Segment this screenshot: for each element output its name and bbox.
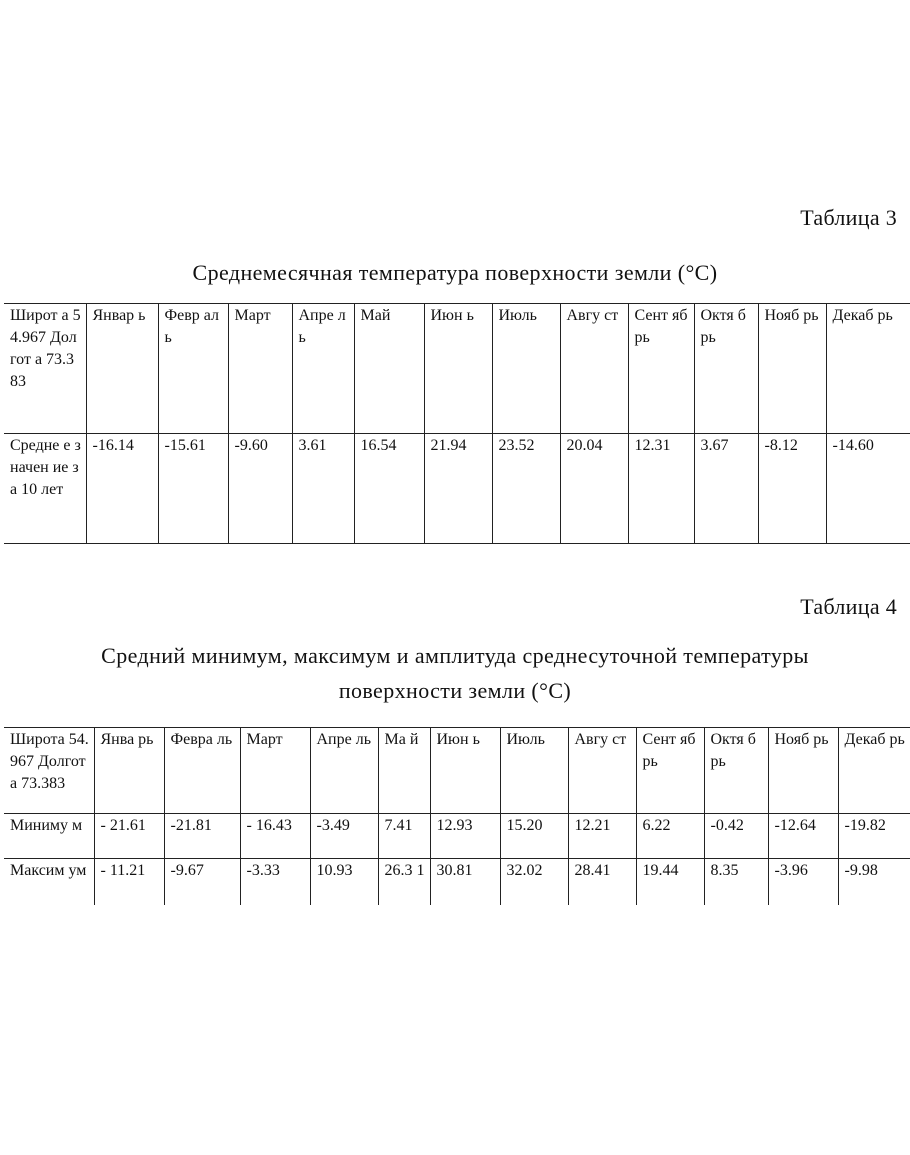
header-cell-nov: Нояб рь: [768, 728, 838, 814]
row-label: Средне е значен ие за 10 лет: [4, 434, 86, 544]
table-cell: - 16.43: [240, 814, 310, 859]
table-cell: -3.96: [768, 859, 838, 905]
table-cell: - 21.61: [94, 814, 164, 859]
table-cell: -0.42: [704, 814, 768, 859]
header-cell-jan: Январ ь: [86, 304, 158, 434]
header-cell-dec: Декаб рь: [826, 304, 910, 434]
table3: [4, 303, 910, 544]
table-cell: 3.61: [292, 434, 354, 544]
table-cell: -15.61: [158, 434, 228, 544]
header-cell-dec: Декаб рь: [838, 728, 910, 814]
table-cell: 23.52: [492, 434, 560, 544]
header-cell-coords: Широт а 54.967 Долгот а 73.383: [4, 304, 86, 434]
header-cell-jul: Июль: [500, 728, 568, 814]
table4: [4, 727, 910, 905]
table-cell: 8.35: [704, 859, 768, 905]
table-cell: -9.98: [838, 859, 910, 905]
table-cell: -12.64: [768, 814, 838, 859]
header-cell-coords: Широта 54.967 Долгота 73.383: [4, 728, 94, 814]
table-cell: 15.20: [500, 814, 568, 859]
table-cell: 7.41: [378, 814, 430, 859]
header-cell-jun: Июн ь: [430, 728, 500, 814]
table3-title: Среднемесячная температура поверхности земли (°С): [192, 260, 718, 285]
header-cell-mar: Март: [228, 304, 292, 434]
header-cell-jul: Июль: [492, 304, 560, 434]
row-label: Миниму м: [4, 814, 94, 859]
table-cell: 28.41: [568, 859, 636, 905]
header-cell-mar: Март: [240, 728, 310, 814]
table4-label: Таблица 4: [800, 594, 897, 619]
table-cell: -16.14: [86, 434, 158, 544]
table-cell: 20.04: [560, 434, 628, 544]
table-cell: 10.93: [310, 859, 378, 905]
header-cell-sep: Сент ябрь: [628, 304, 694, 434]
table-cell: 19.44: [636, 859, 704, 905]
header-cell-may: Май: [354, 304, 424, 434]
table-cell: 6.22: [636, 814, 704, 859]
table-cell: 16.54: [354, 434, 424, 544]
header-cell-jan: Янва рь: [94, 728, 164, 814]
table-cell: 3.67: [694, 434, 758, 544]
table-cell: -9.60: [228, 434, 292, 544]
header-cell-feb: Февр аль: [158, 304, 228, 434]
header-cell-nov: Нояб рь: [758, 304, 826, 434]
header-cell-may: Ма й: [378, 728, 430, 814]
header-cell-aug: Авгу ст: [560, 304, 628, 434]
header-cell-apr: Апре ль: [292, 304, 354, 434]
table-cell: -14.60: [826, 434, 910, 544]
table3-label: Таблица 3: [800, 205, 897, 230]
table-cell: 32.02: [500, 859, 568, 905]
table-cell: -9.67: [164, 859, 240, 905]
table-cell: 26.3 1: [378, 859, 430, 905]
table3-header-row: [4, 304, 910, 434]
table-cell: 12.93: [430, 814, 500, 859]
table-row: [4, 859, 910, 905]
table4-header-row: [4, 728, 910, 814]
table4-title-line2: поверхности земли (°С): [338, 678, 572, 703]
row-label: Максим ум: [4, 859, 94, 905]
table-cell: -3.49: [310, 814, 378, 859]
table4-title-line1: Средний минимум, максимум и амплитуда среднесуточной температуры: [101, 643, 809, 668]
table-row: [4, 814, 910, 859]
table-cell: 12.31: [628, 434, 694, 544]
header-cell-oct: Октя брь: [704, 728, 768, 814]
table-cell: -19.82: [838, 814, 910, 859]
table-cell: -3.33: [240, 859, 310, 905]
table-cell: 21.94: [424, 434, 492, 544]
table-row: [4, 434, 910, 544]
header-cell-jun: Июн ь: [424, 304, 492, 434]
table-cell: 12.21: [568, 814, 636, 859]
header-cell-sep: Сент ябрь: [636, 728, 704, 814]
table-cell: - 11.21: [94, 859, 164, 905]
header-cell-apr: Апре ль: [310, 728, 378, 814]
table-cell: -8.12: [758, 434, 826, 544]
header-cell-feb: Февра ль: [164, 728, 240, 814]
header-cell-aug: Авгу ст: [568, 728, 636, 814]
header-cell-oct: Октя брь: [694, 304, 758, 434]
table-cell: 30.81: [430, 859, 500, 905]
table-cell: -21.81: [164, 814, 240, 859]
